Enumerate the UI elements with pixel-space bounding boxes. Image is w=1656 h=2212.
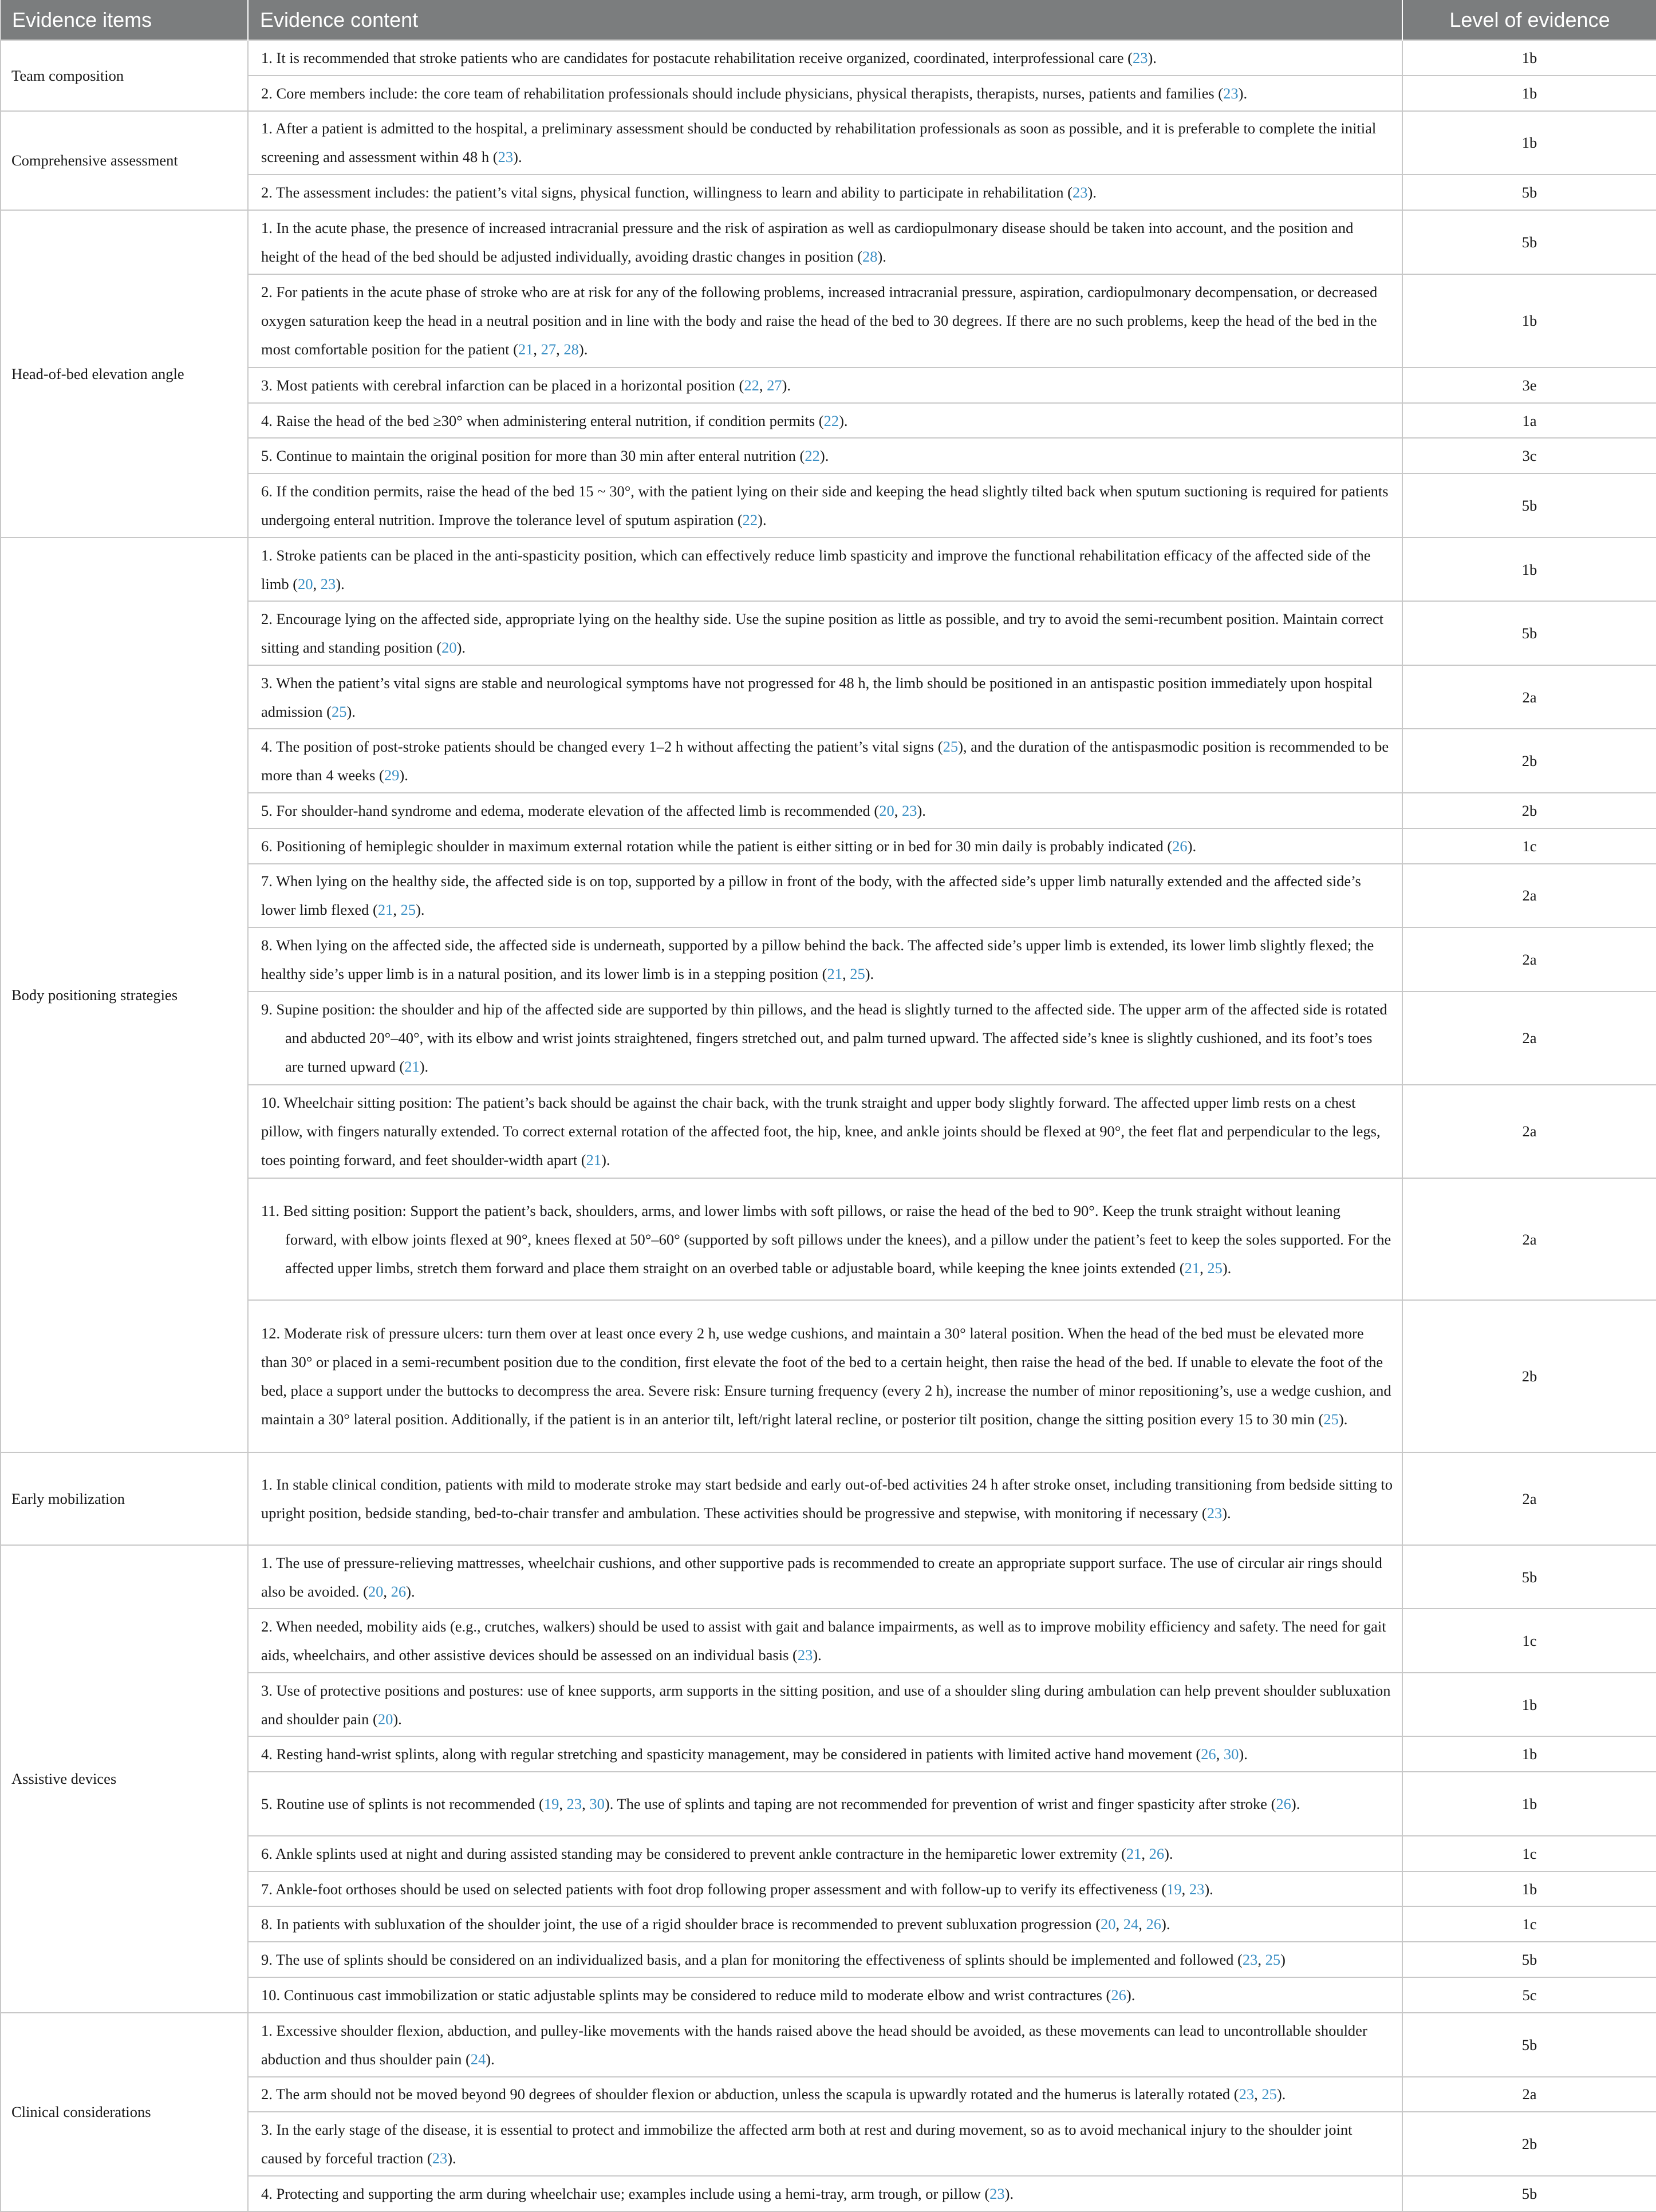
evidence-content-cell [248, 111, 1402, 175]
citation-link[interactable]: 27 [767, 376, 782, 394]
evidence-text: 3. In the early stage of the disease, it is essential to protect and immobilize the affected arm both at rest and during movement, so as to avoid mechanical injury to the shoulder joint caused by forceful traction ( [261, 2121, 1353, 2167]
citation-link[interactable]: 21 [518, 341, 534, 358]
evidence-content-cell [248, 1300, 1402, 1452]
table-row [1, 1871, 1656, 1907]
citation-link[interactable]: 23 [1242, 1951, 1258, 1969]
evidence-text: 8. When lying on the affected side, the affected side is underneath, supported by a pillow behind the back. The affected side’s upper limb is extended, its lower limb slightly flexed; the healthy side’s upper limb is in a natural position, and its lower limb is in a stepping position ( [261, 936, 1374, 982]
evidence-text: ). [813, 1646, 822, 1664]
evidence-text: ). [601, 1151, 610, 1169]
level-of-evidence-cell: 5b [1402, 1942, 1656, 1977]
table-row [1, 1836, 1656, 1871]
level-of-evidence-cell: 2b [1402, 2112, 1656, 2176]
level-of-evidence-cell: 1b [1402, 1736, 1656, 1772]
citation-link[interactable]: 26 [391, 1582, 407, 1600]
level-of-evidence-cell: 1b [1402, 76, 1656, 111]
citation-link[interactable]: 22 [742, 511, 758, 529]
evidence-text: ). [1238, 84, 1248, 102]
citation-link[interactable]: 23 [1072, 184, 1088, 202]
table-row [1, 438, 1656, 473]
table-row [1, 992, 1656, 1085]
evidence-text: 9. Supine position: the shoulder and hip of the affected side are supported by thin pillows, and the head is slightly turned to the affected side. The upper arm of the affected side is rotated and abducted 20°–40°, with its elbow and wrist joints straightened, fingers stretched out, and palm turned upward. The affected side’s knee is slightly cushioned, and its foot’s toes are turned upward ( [261, 1001, 1387, 1076]
evidence-text: 5. Continue to maintain the original position for more than 30 min after enteral nutrition ( [261, 447, 805, 465]
level-of-evidence-cell: 5b [1402, 473, 1656, 538]
evidence-text: ). [1204, 1880, 1213, 1898]
evidence-content-cell [248, 1772, 1402, 1836]
citation-link[interactable]: 21 [586, 1151, 602, 1169]
level-of-evidence-cell: 2a [1402, 1085, 1656, 1178]
level-of-evidence-cell: 3e [1402, 368, 1656, 403]
evidence-item-category: Team composition [1, 40, 248, 111]
citation-link[interactable]: 21 [377, 901, 393, 919]
citation-link[interactable]: 25 [1207, 1259, 1223, 1277]
evidence-content-cell [248, 665, 1402, 729]
evidence-text: 1. The use of pressure-relieving mattresses, wheelchair cushions, and other supportive pads is recommended to create an appropriate support surface. The use of circular air rings should also be avoided. ( [261, 1554, 1382, 1600]
citation-link[interactable]: 22 [744, 376, 759, 394]
citation-link[interactable]: 27 [541, 341, 557, 358]
table-row [1, 40, 1656, 76]
evidence-text: ). [419, 1058, 429, 1076]
citation-link[interactable]: 22 [805, 447, 820, 465]
citation-link[interactable]: 24 [1123, 1915, 1139, 1933]
level-of-evidence-cell: 2a [1402, 927, 1656, 992]
evidence-text: ). [877, 247, 886, 265]
level-of-evidence-cell: 1b [1402, 274, 1656, 368]
evidence-content-cell [248, 368, 1402, 403]
evidence-content-cell [248, 1942, 1402, 1977]
evidence-text: ). [578, 341, 588, 358]
level-of-evidence-cell: 3c [1402, 438, 1656, 473]
level-of-evidence-cell: 5b [1402, 601, 1656, 665]
evidence-text: , [894, 801, 902, 819]
table-row [1, 111, 1656, 175]
evidence-text: 2. Encourage lying on the affected side, appropriate lying on the healthy side. Use the supine position as little as possible, and try to avoid the semi-recumbent position. Maintain correct sitting and standing position ( [261, 610, 1384, 657]
evidence-text: , [1257, 1951, 1265, 1969]
evidence-text: ). [1004, 2185, 1014, 2202]
level-of-evidence-cell: 1b [1402, 111, 1656, 175]
evidence-text: ). [336, 575, 345, 592]
evidence-item-category: Comprehensive assessment [1, 111, 248, 210]
citation-link[interactable]: 21 [404, 1058, 420, 1076]
citation-link[interactable]: 25 [1265, 1951, 1281, 1969]
table-row [1, 1300, 1656, 1452]
citation-link[interactable]: 20 [879, 801, 894, 819]
evidence-text: , [313, 575, 321, 592]
table-row [1, 1545, 1656, 1609]
evidence-text: 7. Ankle-foot orthoses should be used on selected patients with foot drop following proper assessment and with follow-up to verify its effectiveness ( [261, 1880, 1167, 1898]
level-of-evidence-cell: 2a [1402, 665, 1656, 729]
citation-link[interactable]: 22 [823, 412, 839, 429]
evidence-text: ). [917, 801, 926, 819]
evidence-text: ). [819, 447, 829, 465]
evidence-text: 8. In patients with subluxation of the shoulder joint, the use of a rigid shoulder brace is recommended to prevent subluxation progression ( [261, 1915, 1101, 1933]
citation-link[interactable]: 20 [441, 639, 457, 657]
table-row [1, 368, 1656, 403]
evidence-text: ). [393, 1710, 402, 1728]
evidence-text: ) [1280, 1951, 1286, 1969]
level-of-evidence-cell: 1c [1402, 1836, 1656, 1871]
evidence-text: ). [865, 965, 874, 982]
evidence-text: 2. Core members include: the core team of rehabilitation professionals should include physicians, physical therapists, therapists, nurses, patients and families ( [261, 84, 1224, 102]
level-of-evidence-cell: 5b [1402, 210, 1656, 274]
citation-link[interactable]: 25 [331, 702, 347, 720]
level-of-evidence-cell: 2a [1402, 2077, 1656, 2112]
evidence-content-cell [248, 1609, 1402, 1673]
evidence-content-cell [248, 1452, 1402, 1545]
evidence-text: ). [839, 412, 848, 429]
evidence-text: 2. For patients in the acute phase of stroke who are at risk for any of the following problems, increased intracranial pressure, aspiration, cardiopulmonary decompensation, or decreased oxygen saturation keep the head in a neutral position and in line with the body and raise the head of the bed to 30 degrees. If there are no such problems, keep the head of the bed in the most comfortable position for the patient ( [261, 283, 1378, 358]
evidence-text: ). [1291, 1795, 1300, 1812]
citation-link[interactable]: 23 [797, 1646, 813, 1664]
citation-link[interactable]: 23 [566, 1795, 582, 1812]
evidence-text: ), and the duration of the antispasmodic position is recommended to be more than 4 weeks ( [261, 738, 1389, 784]
citation-link[interactable]: 30 [1223, 1745, 1239, 1763]
evidence-text: 2. The arm should not be moved beyond 90 degrees of shoulder flexion or abduction, unless the scapula is upwardly rotated and the humerus is laterally rotated ( [261, 2085, 1239, 2103]
evidence-text: ). [1126, 1986, 1135, 2004]
citation-link[interactable]: 26 [1172, 837, 1188, 855]
evidence-text: ). [782, 376, 791, 394]
citation-link[interactable]: 19 [543, 1795, 559, 1812]
table-row [1, 1673, 1656, 1737]
citation-link[interactable]: 21 [1126, 1844, 1142, 1862]
table-row [1, 1452, 1656, 1545]
citation-link[interactable]: 23 [1223, 84, 1239, 102]
evidence-text: 1. In the acute phase, the presence of increased intracranial pressure and the risk of aspiration as well as cardiopulmonary disease should be taken into account, and the position and height of the head of the bed should be adjusted individually, avoiding drastic changes in position ( [261, 219, 1354, 265]
citation-link[interactable]: 23 [1239, 2085, 1255, 2103]
table-row [1, 927, 1656, 992]
citation-link[interactable]: 23 [320, 575, 336, 592]
citation-link[interactable]: 23 [1206, 1504, 1223, 1522]
evidence-text: ). [1276, 2085, 1286, 2103]
evidence-text: 12. Moderate risk of pressure ulcers: turn them over at least once every 2 h, use wedge cushions, and maintain a 30° lateral position. When the head of the bed must be elevated more than 30° or placed in a semi-recumbent position due to the condition, first elevate the foot of the bed to a certain height, then raise the head of the bed. If unable to elevate the foot of the bed, place a support under the buttocks to decompress the area. Severe risk: Ensure turning frequency (every 2 h), increase the number of minor repositioning’s, use a wedge cushion, and maintain a 30° lateral position. Additionally, if the patient is in an anterior tilt, left/right lateral recline, or posterior tilt position, change the sitting position every 15 to 30 min ( [261, 1324, 1391, 1428]
table-row [1, 665, 1656, 729]
evidence-text: ). [1222, 1504, 1231, 1522]
citation-link[interactable]: 19 [1166, 1880, 1182, 1898]
evidence-text: 1. It is recommended that stroke patients who are candidates for postacute rehabilitation receive organized, coordinated, interprofessional care ( [261, 49, 1133, 66]
citation-link[interactable]: 28 [563, 341, 579, 358]
evidence-item-category: Head-of-bed elevation angle [1, 210, 248, 538]
evidence-content-cell [248, 864, 1402, 928]
evidence-text: , [1141, 1844, 1149, 1862]
level-of-evidence-cell: 5b [1402, 1545, 1656, 1609]
header-row [1, 0, 1656, 40]
evidence-text: 6. Positioning of hemiplegic shoulder in maximum external rotation while the patient is either sitting or in bed for 30 min daily is probably indicated ( [261, 837, 1173, 855]
citation-link[interactable]: 26 [1201, 1745, 1216, 1763]
table-row [1, 2077, 1656, 2112]
evidence-content-cell [248, 927, 1402, 992]
level-of-evidence-cell: 1c [1402, 1906, 1656, 1942]
table-row [1, 1772, 1656, 1836]
evidence-content-cell [248, 729, 1402, 793]
evidence-content-cell [248, 1178, 1402, 1300]
table-row [1, 473, 1656, 538]
evidence-content-cell [248, 2176, 1402, 2211]
table-row [1, 1977, 1656, 2013]
citation-link[interactable]: 29 [384, 767, 400, 784]
level-of-evidence-cell: 5b [1402, 175, 1656, 210]
evidence-text: ). [456, 639, 466, 657]
evidence-content-cell [248, 473, 1402, 538]
level-of-evidence-cell: 2b [1402, 729, 1656, 793]
evidence-text: 3. Most patients with cerebral infarction can be placed in a horizontal position ( [261, 376, 744, 394]
evidence-content-cell [248, 1836, 1402, 1871]
evidence-content-cell [248, 992, 1402, 1085]
table-row [1, 1178, 1656, 1300]
evidence-text: ). [447, 2150, 456, 2167]
evidence-text: ). [1148, 49, 1157, 66]
evidence-content-cell [248, 274, 1402, 368]
table-row [1, 793, 1656, 828]
evidence-text: , [1115, 1915, 1123, 1933]
citation-link[interactable]: 28 [862, 247, 878, 265]
evidence-text: 1. Stroke patients can be placed in the anti-spasticity position, which can effectively reduce limb spasticity and improve the functional rehabilitation efficacy of the affected side of the limb ( [261, 546, 1371, 592]
evidence-text: ). [399, 767, 408, 784]
level-of-evidence-cell: 2a [1402, 864, 1656, 928]
evidence-content-cell [248, 2112, 1402, 2176]
evidence-text: ). [1164, 1844, 1173, 1862]
citation-link[interactable]: 26 [1111, 1986, 1126, 2004]
evidence-content-cell [248, 2077, 1402, 2112]
evidence-text: , [842, 965, 850, 982]
table-row [1, 2013, 1656, 2077]
evidence-text: ). [1222, 1259, 1232, 1277]
evidence-text: ). [416, 901, 425, 919]
evidence-text: 3. When the patient’s vital signs are stable and neurological symptoms have not progressed for 48 h, the limb should be positioned in an antispastic position immediately upon hospital admission ( [261, 674, 1373, 720]
evidence-text: 5. Routine use of splints is not recommended ( [261, 1795, 544, 1812]
table-row [1, 76, 1656, 111]
level-of-evidence-cell: 2a [1402, 992, 1656, 1085]
table-row [1, 274, 1656, 368]
evidence-text: 3. Use of protective positions and postures: use of knee supports, arm supports in the sitting position, and use of a shoulder sling during ambulation can help prevent shoulder subluxation and shoulder pain ( [261, 1681, 1391, 1728]
level-of-evidence-cell: 2a [1402, 1452, 1656, 1545]
evidence-text: , [1216, 1745, 1224, 1763]
evidence-text: ). [1338, 1410, 1348, 1428]
evidence-content-cell [248, 793, 1402, 828]
citation-link[interactable]: 23 [901, 801, 917, 819]
header-evidence-content: Evidence content [248, 0, 1402, 40]
header-level-of-evidence: Level of evidence [1402, 0, 1656, 40]
evidence-content-cell [248, 1736, 1402, 1772]
evidence-content-cell [248, 828, 1402, 864]
evidence-text: 4. Raise the head of the bed ≥30° when administering enteral nutrition, if condition permits ( [261, 412, 824, 429]
citation-link[interactable]: 25 [850, 965, 865, 982]
table-row [1, 403, 1656, 439]
evidence-text: 10. Wheelchair sitting position: The patient’s back should be against the chair back, with the trunk straight and upper body slightly forward. The affected upper limb rests on a chest pillow, with fingers naturally extended. To correct external rotation of the affected foot, the hip, knee, and ankle joints should be flexed at 90°, the feet flat and perpendicular to the legs, toes pointing forward, and feet shoulder-width apart ( [261, 1094, 1381, 1169]
citation-link[interactable]: 30 [589, 1795, 605, 1812]
citation-link[interactable]: 21 [1184, 1259, 1200, 1277]
evidence-text: 1. In stable clinical condition, patients with mild to moderate stroke may start bedside and early out-of-bed activities 24 h after stroke onset, including transitioning from bedside sitting to upright position, bedside standing, bed-to-chair transfer and ambulation. These activities should be progressive and stepwise, with monitoring if necessary ( [261, 1475, 1393, 1522]
level-of-evidence-cell: 1b [1402, 1871, 1656, 1907]
header-evidence-items: Evidence items [1, 0, 248, 40]
table-row [1, 729, 1656, 793]
evidence-text: ). [486, 2050, 495, 2068]
evidence-text: 6. If the condition permits, raise the head of the bed 15 ~ 30°, with the patient lying on their side and keeping the head slightly tilted back when sputum suctioning is required for patients undergoing enteral nutrition. Improve the tolerance level of sputum aspiration ( [261, 483, 1389, 529]
evidence-item-category: Clinical considerations [1, 2013, 248, 2211]
table-row [1, 1085, 1656, 1178]
table-row [1, 210, 1656, 274]
table-row [1, 538, 1656, 602]
evidence-text: 2. The assessment includes: the patient’s vital signs, physical function, willingness to learn and ability to participate in rehabilitation ( [261, 184, 1073, 202]
evidence-text: ). [513, 148, 522, 166]
evidence-text: 6. Ankle splints used at night and during assisted standing may be considered to prevent ankle contracture in the hemiparetic lower extremity ( [261, 1844, 1126, 1862]
level-of-evidence-cell: 1b [1402, 1673, 1656, 1737]
evidence-text: , [393, 901, 401, 919]
evidence-text: ). [346, 702, 356, 720]
level-of-evidence-cell: 1c [1402, 1609, 1656, 1673]
citation-link[interactable]: 25 [943, 738, 959, 756]
citation-link[interactable]: 20 [377, 1710, 393, 1728]
evidence-text: , [556, 341, 564, 358]
table-row [1, 601, 1656, 665]
citation-link[interactable]: 20 [368, 1582, 384, 1600]
citation-link[interactable]: 25 [1323, 1410, 1339, 1428]
evidence-item-category: Assistive devices [1, 1545, 248, 2013]
citation-link[interactable]: 20 [1101, 1915, 1116, 1933]
evidence-text: , [1138, 1915, 1146, 1933]
evidence-text: 9. The use of splints should be considered on an individualized basis, and a plan for monitoring the effectiveness of splints should be implemented and followed ( [261, 1951, 1243, 1969]
evidence-text: ). The use of splints and taping are not recommended for prevention of wrist and finger spasticity after stroke ( [604, 1795, 1276, 1812]
evidence-content-cell [248, 1673, 1402, 1737]
level-of-evidence-cell: 5b [1402, 2013, 1656, 2077]
level-of-evidence-cell: 2a [1402, 1178, 1656, 1300]
evidence-text: , [533, 341, 541, 358]
evidence-text: , [1254, 2085, 1262, 2103]
evidence-content-cell [248, 1871, 1402, 1907]
table-row [1, 2112, 1656, 2176]
citation-link[interactable]: 20 [298, 575, 313, 592]
evidence-content-cell [248, 210, 1402, 274]
evidence-content-cell [248, 1906, 1402, 1942]
evidence-item-category: Body positioning strategies [1, 538, 248, 1452]
evidence-text: 2. When needed, mobility aids (e.g., crutches, walkers) should be used to assist with gait and balance impairments, as well as to improve mobility efficiency and safety. The need for gait aids, wheelchairs, and other assistive devices should be assessed on an individual basis ( [261, 1618, 1386, 1664]
evidence-content-cell [248, 438, 1402, 473]
table-row [1, 1906, 1656, 1942]
evidence-content-cell [248, 1977, 1402, 2013]
citation-link[interactable]: 23 [1189, 1880, 1205, 1898]
level-of-evidence-cell: 1b [1402, 538, 1656, 602]
evidence-text: ). [406, 1582, 415, 1600]
evidence-text: 1. Excessive shoulder flexion, abduction, and pulley-like movements with the hands raised above the head should be avoided, as these movements can lead to uncontrollable shoulder abduction and thus shoulder pain ( [261, 2021, 1367, 2068]
table-row [1, 1736, 1656, 1772]
level-of-evidence-cell: 1b [1402, 40, 1656, 76]
table-row [1, 175, 1656, 210]
evidence-text: 11. Bed sitting position: Support the patient’s back, shoulders, arms, and lower limbs with soft pillows, or raise the head of the bed to 90°. Keep the trunk straight without leaning forward, with elbow joints flexed at 90°, knees flexed at 50°–60° (supported by soft pillows under the knees), and a pillow under the patient’s feet to keep the soles supported. For the affected upper limbs, stretch them forward and place them straight on an overbed table or adjustable board, while keeping the knee joints extended ( [261, 1202, 1391, 1277]
citation-link[interactable]: 23 [1132, 49, 1148, 66]
table-row [1, 1942, 1656, 1977]
evidence-content-cell [248, 538, 1402, 602]
citation-link[interactable]: 25 [1261, 2085, 1277, 2103]
level-of-evidence-cell: 1b [1402, 1772, 1656, 1836]
evidence-item-category: Early mobilization [1, 1452, 248, 1545]
level-of-evidence-cell: 2b [1402, 1300, 1656, 1452]
evidence-text: ). [1239, 1745, 1248, 1763]
table-row [1, 828, 1656, 864]
evidence-text: , [383, 1582, 391, 1600]
evidence-text: , [559, 1795, 567, 1812]
evidence-text: ). [1087, 184, 1097, 202]
citation-link[interactable]: 23 [432, 2150, 448, 2167]
evidence-content-cell [248, 403, 1402, 439]
citation-link[interactable]: 25 [400, 901, 416, 919]
citation-link[interactable]: 21 [827, 965, 842, 982]
table-body [1, 40, 1656, 2211]
evidence-text: 7. When lying on the healthy side, the affected side is on top, supported by a pillow in front of the body, with the affected side’s upper limb naturally extended and the affected side’s lower limb flexed ( [261, 872, 1361, 919]
evidence-text: , [582, 1795, 590, 1812]
table-row [1, 1609, 1656, 1673]
citation-link[interactable]: 26 [1149, 1844, 1165, 1862]
evidence-text: ). [758, 511, 767, 529]
evidence-content-cell [248, 175, 1402, 210]
evidence-text: 4. Protecting and supporting the arm during wheelchair use; examples include using a hemi-tray, arm trough, or pillow ( [261, 2185, 990, 2202]
evidence-text: , [1200, 1259, 1208, 1277]
citation-link[interactable]: 23 [989, 2185, 1005, 2202]
level-of-evidence-cell: 5c [1402, 1977, 1656, 2013]
evidence-text: ). [1161, 1915, 1170, 1933]
level-of-evidence-cell: 1a [1402, 403, 1656, 439]
level-of-evidence-cell: 1c [1402, 828, 1656, 864]
evidence-text: 1. After a patient is admitted to the hospital, a preliminary assessment should be conducted by rehabilitation professionals as soon as possible, and it is preferable to complete the initial screening and assessment within 48 h ( [261, 120, 1377, 166]
evidence-text: , [1181, 1880, 1189, 1898]
citation-link[interactable]: 26 [1276, 1795, 1291, 1812]
table-row [1, 2176, 1656, 2211]
evidence-content-cell [248, 2013, 1402, 2077]
evidence-content-cell [248, 76, 1402, 111]
citation-link[interactable]: 24 [470, 2050, 486, 2068]
citation-link[interactable]: 26 [1146, 1915, 1162, 1933]
level-of-evidence-cell: 5b [1402, 2176, 1656, 2211]
evidence-text: 5. For shoulder-hand syndrome and edema, moderate elevation of the affected limb is recommended ( [261, 801, 880, 819]
evidence-content-cell [248, 601, 1402, 665]
evidence-text: 4. Resting hand-wrist splints, along with regular stretching and spasticity management, may be considered in patients with limited active hand movement ( [261, 1745, 1201, 1763]
table-row [1, 864, 1656, 928]
evidence-text: ). [1187, 837, 1197, 855]
evidence-text: 10. Continuous cast immobilization or static adjustable splints may be considered to reduce mild to moderate elbow and wrist contractures ( [261, 1986, 1111, 2004]
evidence-content-cell [248, 1085, 1402, 1178]
evidence-text: , [759, 376, 767, 394]
level-of-evidence-cell: 2b [1402, 793, 1656, 828]
evidence-text: 4. The position of post-stroke patients should be changed every 1–2 h without affecting the patient’s vital signs ( [261, 738, 943, 756]
citation-link[interactable]: 23 [498, 148, 514, 166]
evidence-content-cell [248, 40, 1402, 76]
evidence-content-cell [248, 1545, 1402, 1609]
